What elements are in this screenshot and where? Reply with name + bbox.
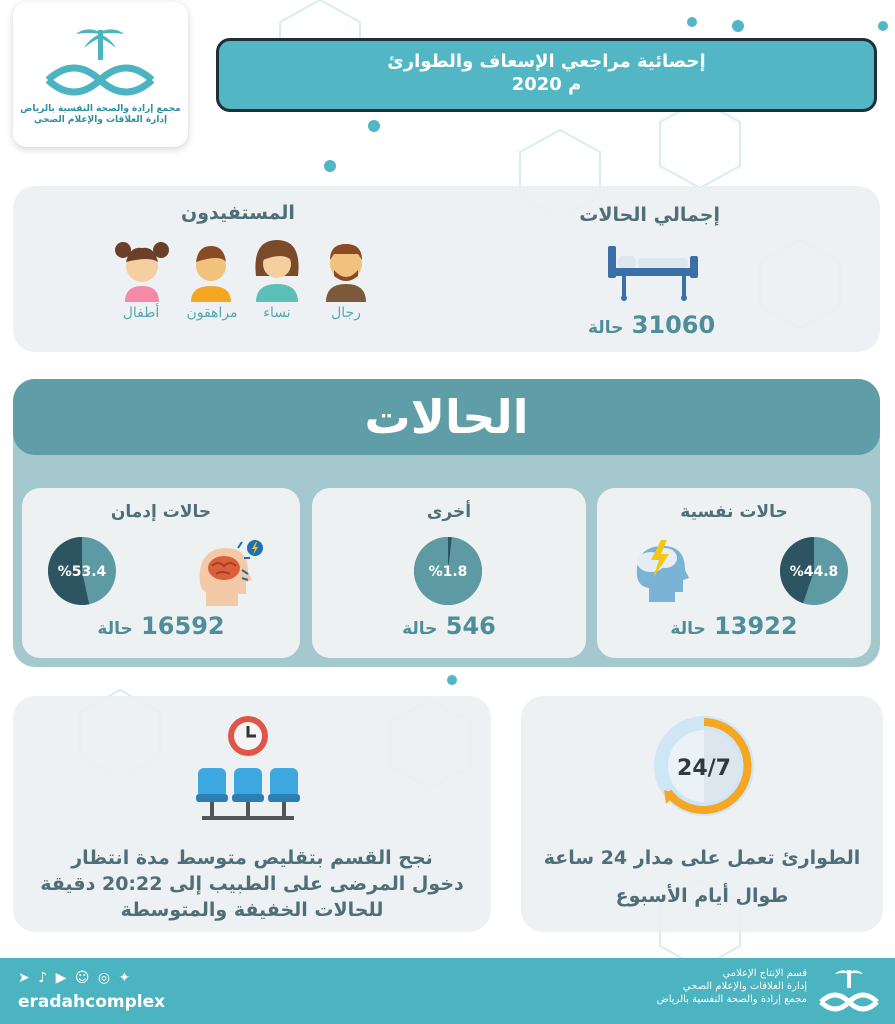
women-label: نساء xyxy=(263,305,291,321)
telegram-icon[interactable]: ➤ xyxy=(18,970,32,986)
addiction-cases-title: حالات إدمان xyxy=(110,502,212,522)
other-cases-unit: حالة xyxy=(402,619,438,639)
addiction-cases-card xyxy=(22,488,300,658)
brain-head-icon xyxy=(198,540,268,608)
psych-cases-value: 13922 xyxy=(714,612,798,640)
youtube-icon[interactable]: ▶ xyxy=(55,970,69,986)
psych-cases-card xyxy=(597,488,871,658)
waiting-chairs-icon xyxy=(192,712,304,822)
teens-icon xyxy=(187,240,235,302)
total-cases-value: 31060 xyxy=(631,311,716,339)
psych-cases-unit: حالة xyxy=(670,619,706,639)
hours-badge: 24/7 xyxy=(677,756,731,781)
total-cases-unit: حالة xyxy=(588,318,624,338)
waiting-text-1: نجح القسم بتقليص متوسط مدة انتظار xyxy=(71,847,433,869)
total-cases-count xyxy=(588,311,715,339)
storm-head-icon xyxy=(629,538,695,604)
men-icon xyxy=(322,238,370,302)
other-cases-title: أخرى xyxy=(426,502,472,522)
total-cases-heading: إجمالي الحالات xyxy=(579,204,720,226)
men-label: رجال xyxy=(331,305,361,321)
psych-cases-title: حالات نفسية xyxy=(680,502,788,522)
beneficiaries-heading: المستفيدون xyxy=(181,202,295,224)
website-link[interactable]: eradahcomplex xyxy=(18,992,166,1012)
footer-logo-icon xyxy=(817,966,881,1016)
waiting-text-3: للحالات الخفيفة والمتوسطة xyxy=(120,899,384,921)
tiktok-icon[interactable]: ♪ xyxy=(38,970,50,986)
hours-text-2: طوال أيام الأسبوع xyxy=(615,885,789,907)
title-box xyxy=(216,38,877,112)
hospital-bed-icon xyxy=(604,242,702,302)
footer-dept-3: مجمع إرادة والصحة النفسية بالرياض xyxy=(656,994,807,1005)
other-cases-value: 546 xyxy=(445,612,496,640)
logo-text-1: مجمع إرادة والصحة النفسية بالرياض xyxy=(20,104,181,114)
children-label: أطفال xyxy=(122,305,160,321)
addiction-cases-value: 16592 xyxy=(141,612,225,640)
psych-cases-percent: %44.8 xyxy=(789,564,839,580)
logo-text-2: إدارة العلاقات والإعلام الصحي xyxy=(33,115,168,125)
waiting-text-2: دخول المرضى على الطبيب إلى 20:22 دقيقة xyxy=(40,873,464,895)
logo-box xyxy=(13,2,188,147)
other-cases-percent: %1.8 xyxy=(428,564,468,580)
addiction-cases-unit: حالة xyxy=(97,619,133,639)
twitter-icon[interactable]: ✦ xyxy=(118,970,133,986)
psych-cases-count xyxy=(597,612,871,640)
footer xyxy=(0,958,895,1024)
social-icons xyxy=(18,970,132,986)
addiction-cases-percent: %53.4 xyxy=(57,564,107,580)
page-year: 2020 م xyxy=(511,74,582,95)
women-icon xyxy=(250,236,304,302)
teens-label: مراهقون xyxy=(186,305,238,321)
children-icon xyxy=(113,238,171,302)
page-title: إحصائية مراجعي الإسعاف والطوارئ xyxy=(387,51,706,72)
instagram-icon[interactable]: ◎ xyxy=(97,970,113,986)
footer-dept-1: قسم الإنتاج الإعلامي xyxy=(722,968,807,979)
footer-dept-2: إدارة العلاقات والإعلام الصحي xyxy=(682,981,807,992)
footer-department xyxy=(657,967,807,1006)
hours-text-1: الطوارئ تعمل على مدار 24 ساعة xyxy=(543,847,861,869)
snapchat-icon[interactable]: ☺ xyxy=(74,970,92,986)
ministry-logo-icon xyxy=(36,20,166,100)
other-cases-count xyxy=(312,612,586,640)
addiction-cases-count xyxy=(22,612,300,640)
cases-heading: الحالات xyxy=(13,379,880,455)
other-cases-card xyxy=(312,488,586,658)
